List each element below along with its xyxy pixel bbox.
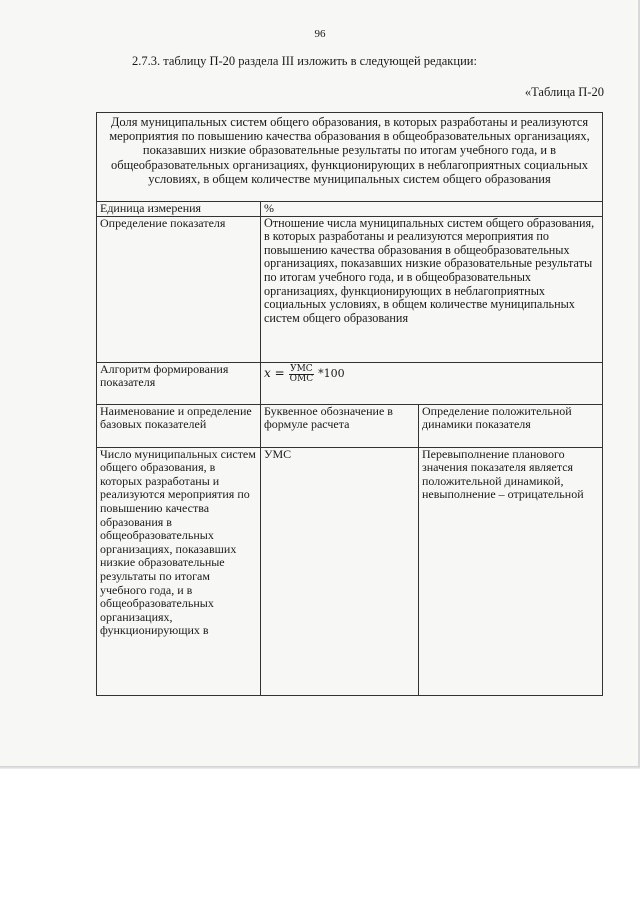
definition-value: Отношение числа муниципальных систем общего образования, в которых разработаны и реализуются мероприятия по повышению качества образования в общеобразовательных организациях, показавших низкие образовательные результаты по итогам учебного года, и в общеобразовательных организациях, функционирующих в неблагоприятных социальных условиях, в общем количестве муниципальных систем общего образования (261, 216, 603, 362)
definition-row (97, 216, 603, 362)
table-caption: «Таблица П-20 (524, 85, 604, 99)
algorithm-row (97, 362, 603, 404)
formula-cell (261, 362, 603, 404)
formula-multiplier: *100 (318, 367, 345, 381)
table-row (97, 447, 603, 695)
formula-fraction (289, 365, 314, 384)
header-symbol: Буквенное обозначение в формуле расчета (261, 404, 419, 447)
unit-label: Единица измерения (97, 202, 261, 217)
formula-lhs: x = (264, 366, 285, 381)
header-dynamics: Определение положительной динамики показателя (419, 404, 603, 447)
formula (264, 363, 345, 384)
amendment-text: 2.7.3. таблицу П-20 раздела III изложить в следующей редакции: (132, 54, 477, 68)
definition-label: Определение показателя (97, 216, 261, 362)
scan-edge (0, 766, 640, 769)
formula-numerator: УМС (290, 363, 313, 374)
row-indicator-name: Число муниципальных систем общего образования, в которых разработаны и реализуются мероприятия по повышению качества образования в общеобразовательных организациях, показавших низкие образовательные результаты по итогам учебного года, и в общеобразовательных организациях, функционирующих в (97, 447, 261, 695)
unit-row (97, 202, 603, 217)
indicator-title: Доля муниципальных систем общего образования, в которых разработаны и реализуются мероприятия по повышению качества образования в общеобразовательных организациях, показавших низкие образовательные результаты по итогам учебного года, и в общеобразовательных организациях, функционирующих в неблагоприятных социальных условиях, в общем количестве муниципальных систем общего образования (97, 113, 603, 202)
algorithm-label: Алгоритм формирования показателя (97, 362, 261, 404)
row-dynamics: Перевыполнение планового значения показателя является положительной динамикой, невыполнение – отрицательной (419, 447, 603, 695)
page-number: 96 (314, 28, 326, 40)
row-symbol: УМС (261, 447, 419, 695)
indicator-table (96, 112, 603, 696)
unit-value: % (261, 202, 603, 217)
header-name: Наименование и определение базовых показателей (97, 404, 261, 447)
base-indicators-header-row (97, 404, 603, 447)
table-title-row (97, 113, 603, 202)
formula-denominator: ОМС (289, 373, 314, 384)
